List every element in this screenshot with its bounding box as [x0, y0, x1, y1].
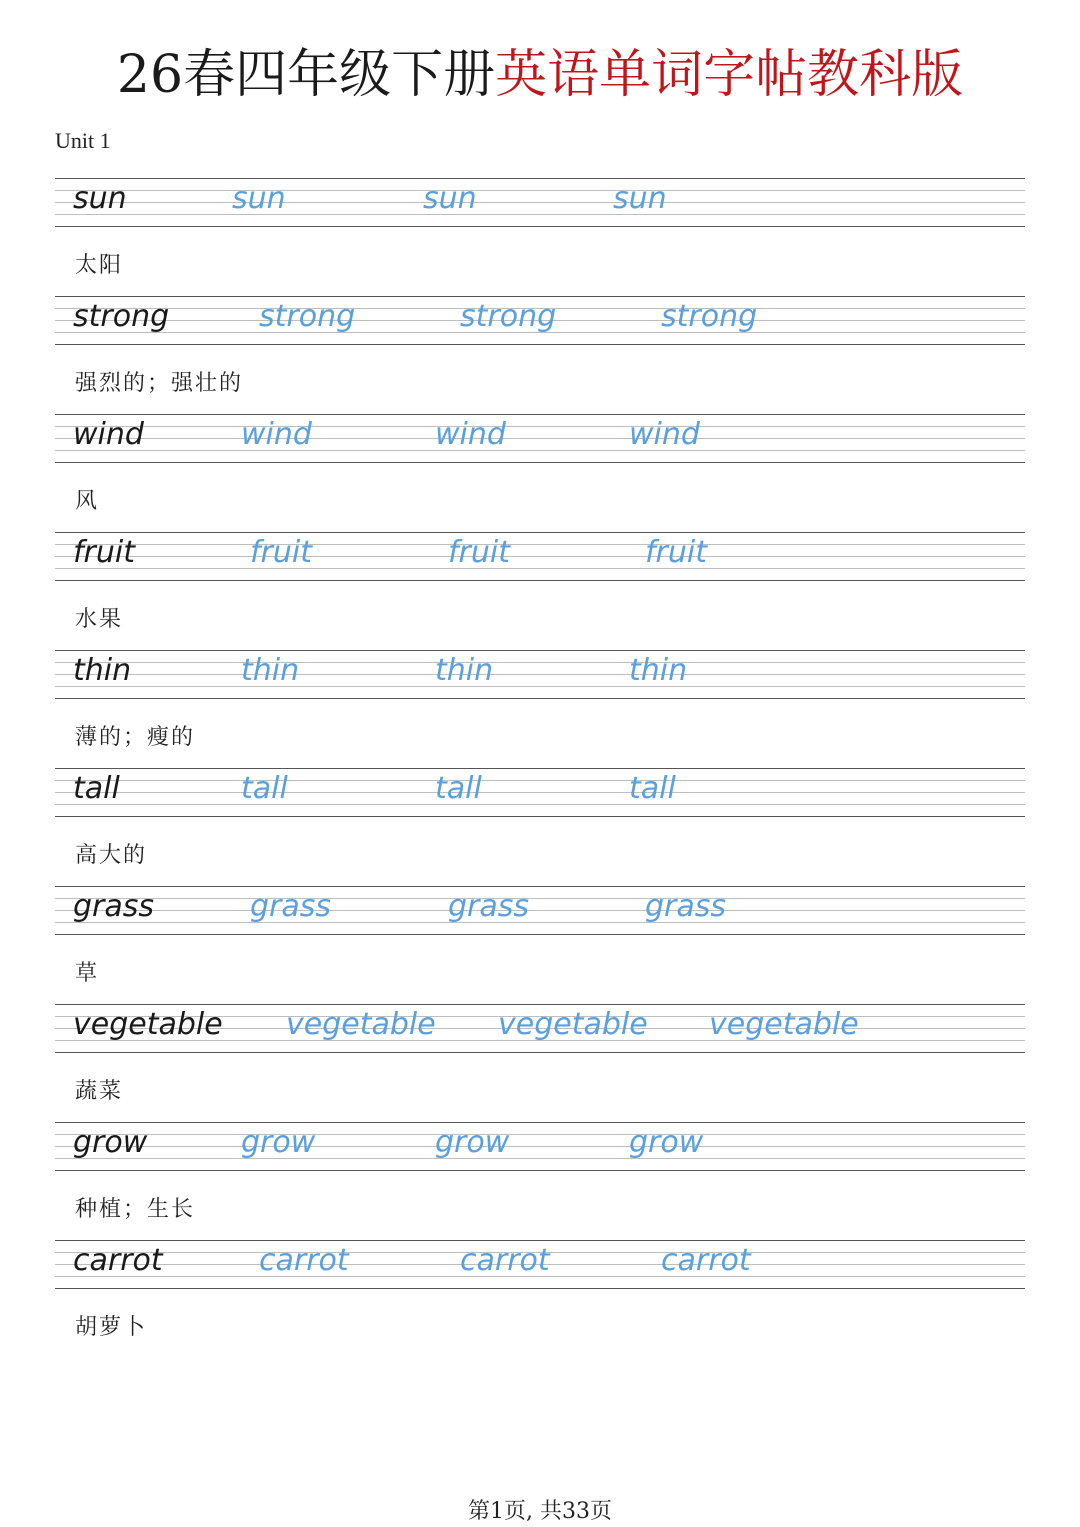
ruling-line [55, 438, 1025, 439]
ruling-line [55, 1146, 1025, 1147]
ruling-line [55, 934, 1025, 935]
trace-word: grass [448, 889, 530, 924]
trace-word: tall [241, 771, 288, 806]
ruling-line [55, 544, 1025, 545]
trace-word: wind [435, 417, 506, 452]
trace-word: grow [241, 1125, 316, 1160]
trace-word: thin [435, 653, 494, 688]
trace-word: sun [423, 181, 477, 216]
ruling-line [55, 910, 1025, 911]
ruling-line [55, 532, 1025, 533]
ruling-line [55, 780, 1025, 781]
trace-word: thin [629, 653, 688, 688]
word-row [55, 650, 1025, 768]
ruling-line [55, 426, 1025, 427]
ruling-line [55, 296, 1025, 297]
ruling-line [55, 202, 1025, 203]
word-meaning: 草 [75, 961, 100, 986]
trace-word: grow [629, 1125, 704, 1160]
trace-word: grass [250, 889, 332, 924]
trace-word: sun [613, 181, 667, 216]
trace-word: tall [629, 771, 676, 806]
ruling-line [55, 1158, 1025, 1159]
ruling-line [55, 226, 1025, 227]
trace-word: thin [241, 653, 300, 688]
word-row [55, 178, 1025, 296]
ruling-line [55, 1004, 1025, 1005]
ruling-line [55, 686, 1025, 687]
trace-word: grow [435, 1125, 510, 1160]
word-meaning: 强烈的；强壮的 [75, 371, 244, 396]
vocab-word: wind [73, 417, 144, 452]
word-row [55, 886, 1025, 1004]
word-row [55, 532, 1025, 650]
trace-word: carrot [460, 1243, 550, 1278]
word-row [55, 1004, 1025, 1122]
word-row [55, 1122, 1025, 1240]
ruling-line [55, 674, 1025, 675]
trace-word: carrot [259, 1243, 349, 1278]
ruling-line [55, 1240, 1025, 1241]
word-row [55, 768, 1025, 886]
ruling-line [55, 922, 1025, 923]
word-meaning: 太阳 [75, 253, 124, 278]
word-row [55, 414, 1025, 532]
trace-word: strong [460, 299, 557, 334]
trace-word: vegetable [498, 1007, 648, 1042]
vocab-word: vegetable [73, 1007, 223, 1042]
vocab-word: sun [73, 181, 127, 216]
ruling-line [55, 178, 1025, 179]
ruling-line [55, 1134, 1025, 1135]
ruling-line [55, 580, 1025, 581]
ruling-line [55, 1052, 1025, 1053]
vocab-word: carrot [73, 1243, 163, 1278]
ruling-line [55, 190, 1025, 191]
ruling-line [55, 698, 1025, 699]
ruling-line [55, 1170, 1025, 1171]
word-meaning: 薄的；瘦的 [75, 725, 196, 750]
ruling-line [55, 768, 1025, 769]
ruling-line [55, 556, 1025, 557]
vocab-word: tall [73, 771, 120, 806]
ruling-line [55, 804, 1025, 805]
word-meaning: 胡萝卜 [75, 1315, 148, 1340]
ruling-line [55, 792, 1025, 793]
trace-word: strong [259, 299, 356, 334]
word-meaning: 高大的 [75, 843, 148, 868]
ruling-line [55, 414, 1025, 415]
ruling-line [55, 568, 1025, 569]
trace-word: strong [661, 299, 758, 334]
ruling-line [55, 886, 1025, 887]
word-meaning: 水果 [75, 607, 124, 632]
ruling-line [55, 1288, 1025, 1289]
ruling-line [55, 662, 1025, 663]
ruling-line [55, 344, 1025, 345]
page-title [0, 42, 1080, 108]
page-footer: 第1页, 共33页 [468, 1499, 612, 1524]
title-grade: 26春四年级下册 [116, 45, 496, 105]
trace-word: wind [241, 417, 312, 452]
unit-heading: Unit 1 [55, 128, 111, 153]
ruling-line [55, 450, 1025, 451]
ruling-line [55, 1122, 1025, 1123]
ruling-line [55, 650, 1025, 651]
vocab-word: grass [73, 889, 155, 924]
vocab-word: grow [73, 1125, 148, 1160]
ruling-line [55, 816, 1025, 817]
word-meaning: 蔬菜 [75, 1079, 124, 1104]
word-meaning: 风 [75, 489, 100, 514]
trace-word: tall [435, 771, 482, 806]
trace-word: sun [232, 181, 286, 216]
trace-word: vegetable [709, 1007, 859, 1042]
trace-word: fruit [645, 535, 708, 570]
word-meaning: 种植；生长 [75, 1197, 196, 1222]
trace-word: grass [645, 889, 727, 924]
ruling-line [55, 462, 1025, 463]
word-row [55, 1240, 1025, 1358]
trace-word: vegetable [286, 1007, 436, 1042]
title-subject: 英语单词字帖教科版 [495, 45, 964, 105]
trace-word: fruit [448, 535, 511, 570]
trace-word: fruit [250, 535, 313, 570]
vocab-word: strong [73, 299, 170, 334]
trace-word: carrot [661, 1243, 751, 1278]
ruling-line [55, 214, 1025, 215]
vocab-word: fruit [73, 535, 136, 570]
trace-word: wind [629, 417, 700, 452]
vocab-word: thin [73, 653, 132, 688]
word-row [55, 296, 1025, 414]
ruling-line [55, 898, 1025, 899]
